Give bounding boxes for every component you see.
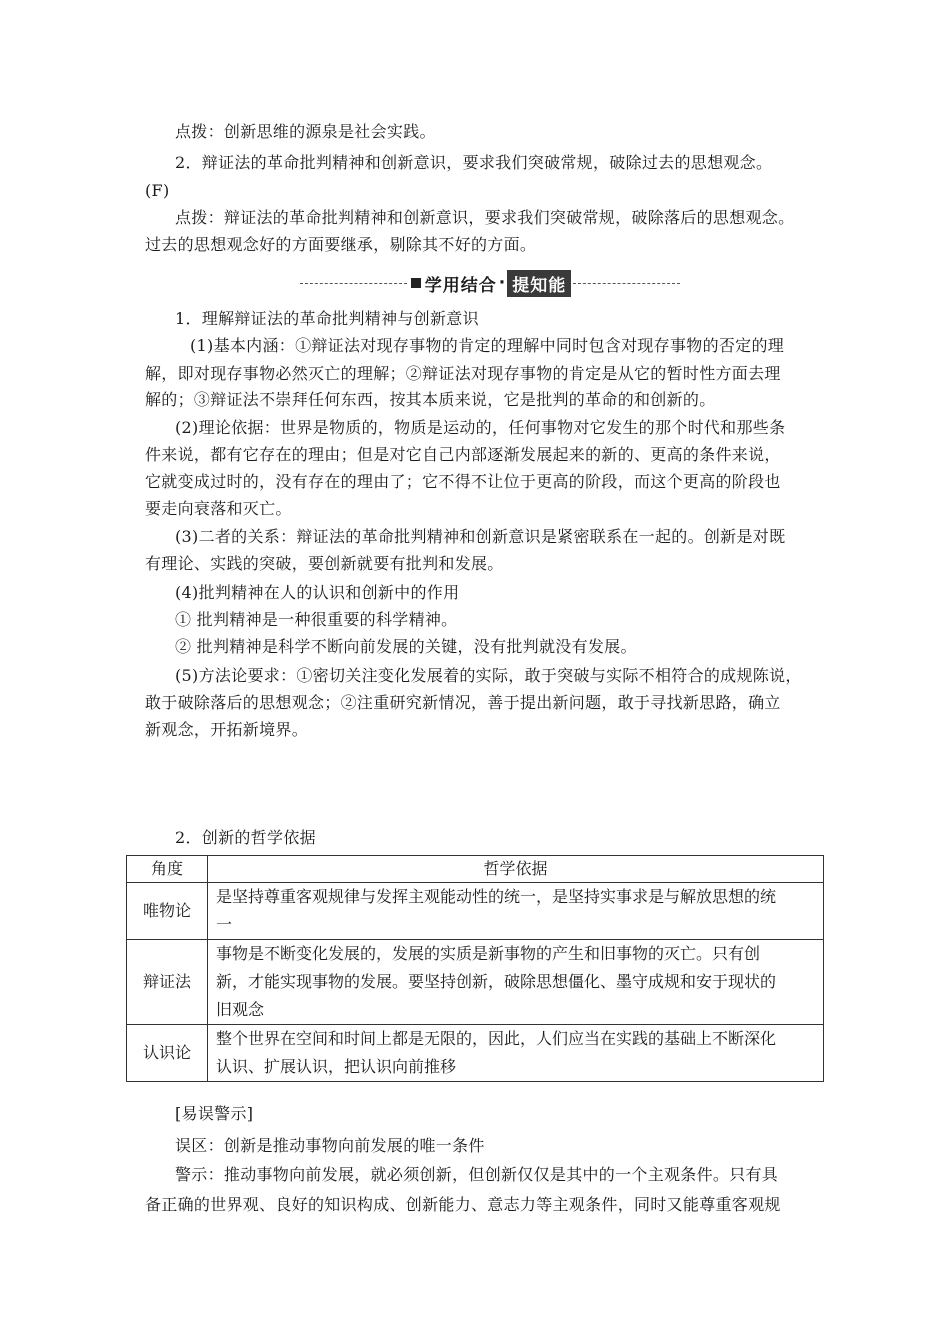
section1-d-line-2: ① 批判精神是一种很重要的科学精神。	[175, 610, 458, 629]
table-cell-line: 是坚持尊重客观规律与发挥主观能动性的统一，是坚持实事求是与解放思想的统	[216, 887, 777, 906]
table-cell-line: 新，才能实现事物的发展。要坚持创新，破除思想僵化、墨守成规和安于现状的	[216, 972, 777, 991]
warning-title: [易误警示]	[175, 1104, 254, 1123]
philosophy-basis-table	[126, 855, 824, 1082]
section1-c-line-1: (3)二者的关系：辩证法的革命批判精神和创新意识是紧密联系在一起的。创新是对既	[175, 527, 786, 546]
table-cell-line: 整个世界在空间和时间上都是无限的，因此，人们应当在实践的基础上不断深化	[216, 1029, 777, 1048]
banner-dash-left	[300, 283, 407, 284]
table-cell-basis	[208, 883, 824, 940]
section1-c-line-2: 有理论、实践的突破，要创新就要有批判和发展。	[145, 554, 504, 573]
question-2: 2．辩证法的革命批判精神和创新意识，要求我们突破常规，破除过去的思想观念。	[175, 153, 773, 172]
section1-a-line-2: 解，即对现存事物必然灭亡的理解；②辩证法对现存事物的肯定是从它的暂时性方面去理	[145, 364, 781, 383]
section1-d-line-1: (4)批判精神在人的认识和创新中的作用	[175, 583, 460, 602]
section1-b-line-3: 它就变成过时的，没有存在的理由了；它不得不让位于更高的阶段，而这个更高的阶段也	[145, 472, 781, 491]
hint-paragraph-1: 点拨：创新思维的源泉是社会实践。	[175, 122, 436, 141]
square-icon	[411, 278, 421, 288]
hint-paragraph-2-line-2: 过去的思想观念好的方面要继承，剔除其不好的方面。	[145, 235, 537, 254]
table-cell-basis	[208, 940, 824, 1025]
section1-b-line-4: 要走向衰落和灭亡。	[145, 499, 292, 518]
table-header-row	[127, 856, 824, 883]
section1-e-line-1: (5)方法论要求：①密切关注变化发展着的实际，敢于突破与实际不相符合的成规陈说，	[175, 666, 802, 685]
section1-a-line-1: (1)基本内涵：①辩证法对现存事物的肯定的理解中同时包含对现存事物的否定的理	[190, 336, 785, 355]
banner-title-left: 学用结合	[424, 275, 497, 296]
table-cell-line: 事物是不断变化发展的，发展的实质是新事物的产生和旧事物的灭亡。只有创	[216, 944, 761, 963]
table-cell-line: 认识、扩展认识，把认识向前推移	[216, 1057, 457, 1076]
table-header-angle: 角度	[127, 856, 208, 883]
banner-title-right: 提知能	[507, 270, 571, 297]
section2-heading: 2．创新的哲学依据	[175, 828, 316, 847]
table-row	[127, 1025, 824, 1082]
table-cell-angle: 唯物论	[127, 883, 208, 940]
table-row	[127, 883, 824, 940]
warning-note-line-1: 警示：推动事物向前发展，就必须创新，但创新仅仅是其中的一个主观条件。只有具	[175, 1165, 779, 1184]
section1-b-line-2: 件来说，都有它存在的理由；但是对它自己内部逐渐发展起来的新的、更高的条件来说，	[145, 445, 781, 464]
section1-heading: 1．理解辩证法的革命批判精神与创新意识	[175, 309, 479, 328]
section1-a-line-3: 解的；③辩证法不崇拜任何东西，按其本质来说，它是批判的革命的和创新的。	[145, 390, 716, 409]
table-cell-angle: 辩证法	[127, 940, 208, 1025]
banner-dash-right	[573, 283, 680, 284]
section1-b-line-1: (2)理论依据：世界是物质的，物质是运动的，任何事物对它发生的那个时代和那些条	[175, 418, 786, 437]
question-2-answer: (F)	[145, 181, 170, 200]
table-cell-basis	[208, 1025, 824, 1082]
section-banner	[300, 270, 680, 296]
section1-e-line-2: 敢于破除落后的思想观念；②注重研究新情况，善于提出新问题，敢于寻找新思路，确立	[145, 693, 781, 712]
section1-e-line-3: 新观念，开拓新境界。	[145, 720, 309, 739]
table-cell-angle: 认识论	[127, 1025, 208, 1082]
banner-dot: ·	[498, 273, 506, 293]
table-cell-line: 一	[216, 915, 233, 934]
section1-d-line-3: ② 批判精神是科学不断向前发展的关键，没有批判就没有发展。	[175, 637, 637, 656]
warning-mistake: 误区：创新是推动事物向前发展的唯一条件	[175, 1136, 485, 1155]
hint-paragraph-2-line-1: 点拨：辩证法的革命批判精神和创新意识，要求我们突破常规，破除落后的思想观念。	[175, 208, 795, 227]
table-header-basis: 哲学依据	[208, 856, 824, 883]
table-row	[127, 940, 824, 1025]
table-cell-line: 旧观念	[216, 1000, 265, 1019]
warning-note-line-2: 备正确的世界观、良好的知识构成、创新能力、意志力等主观条件，同时又能尊重客观规	[145, 1195, 781, 1214]
